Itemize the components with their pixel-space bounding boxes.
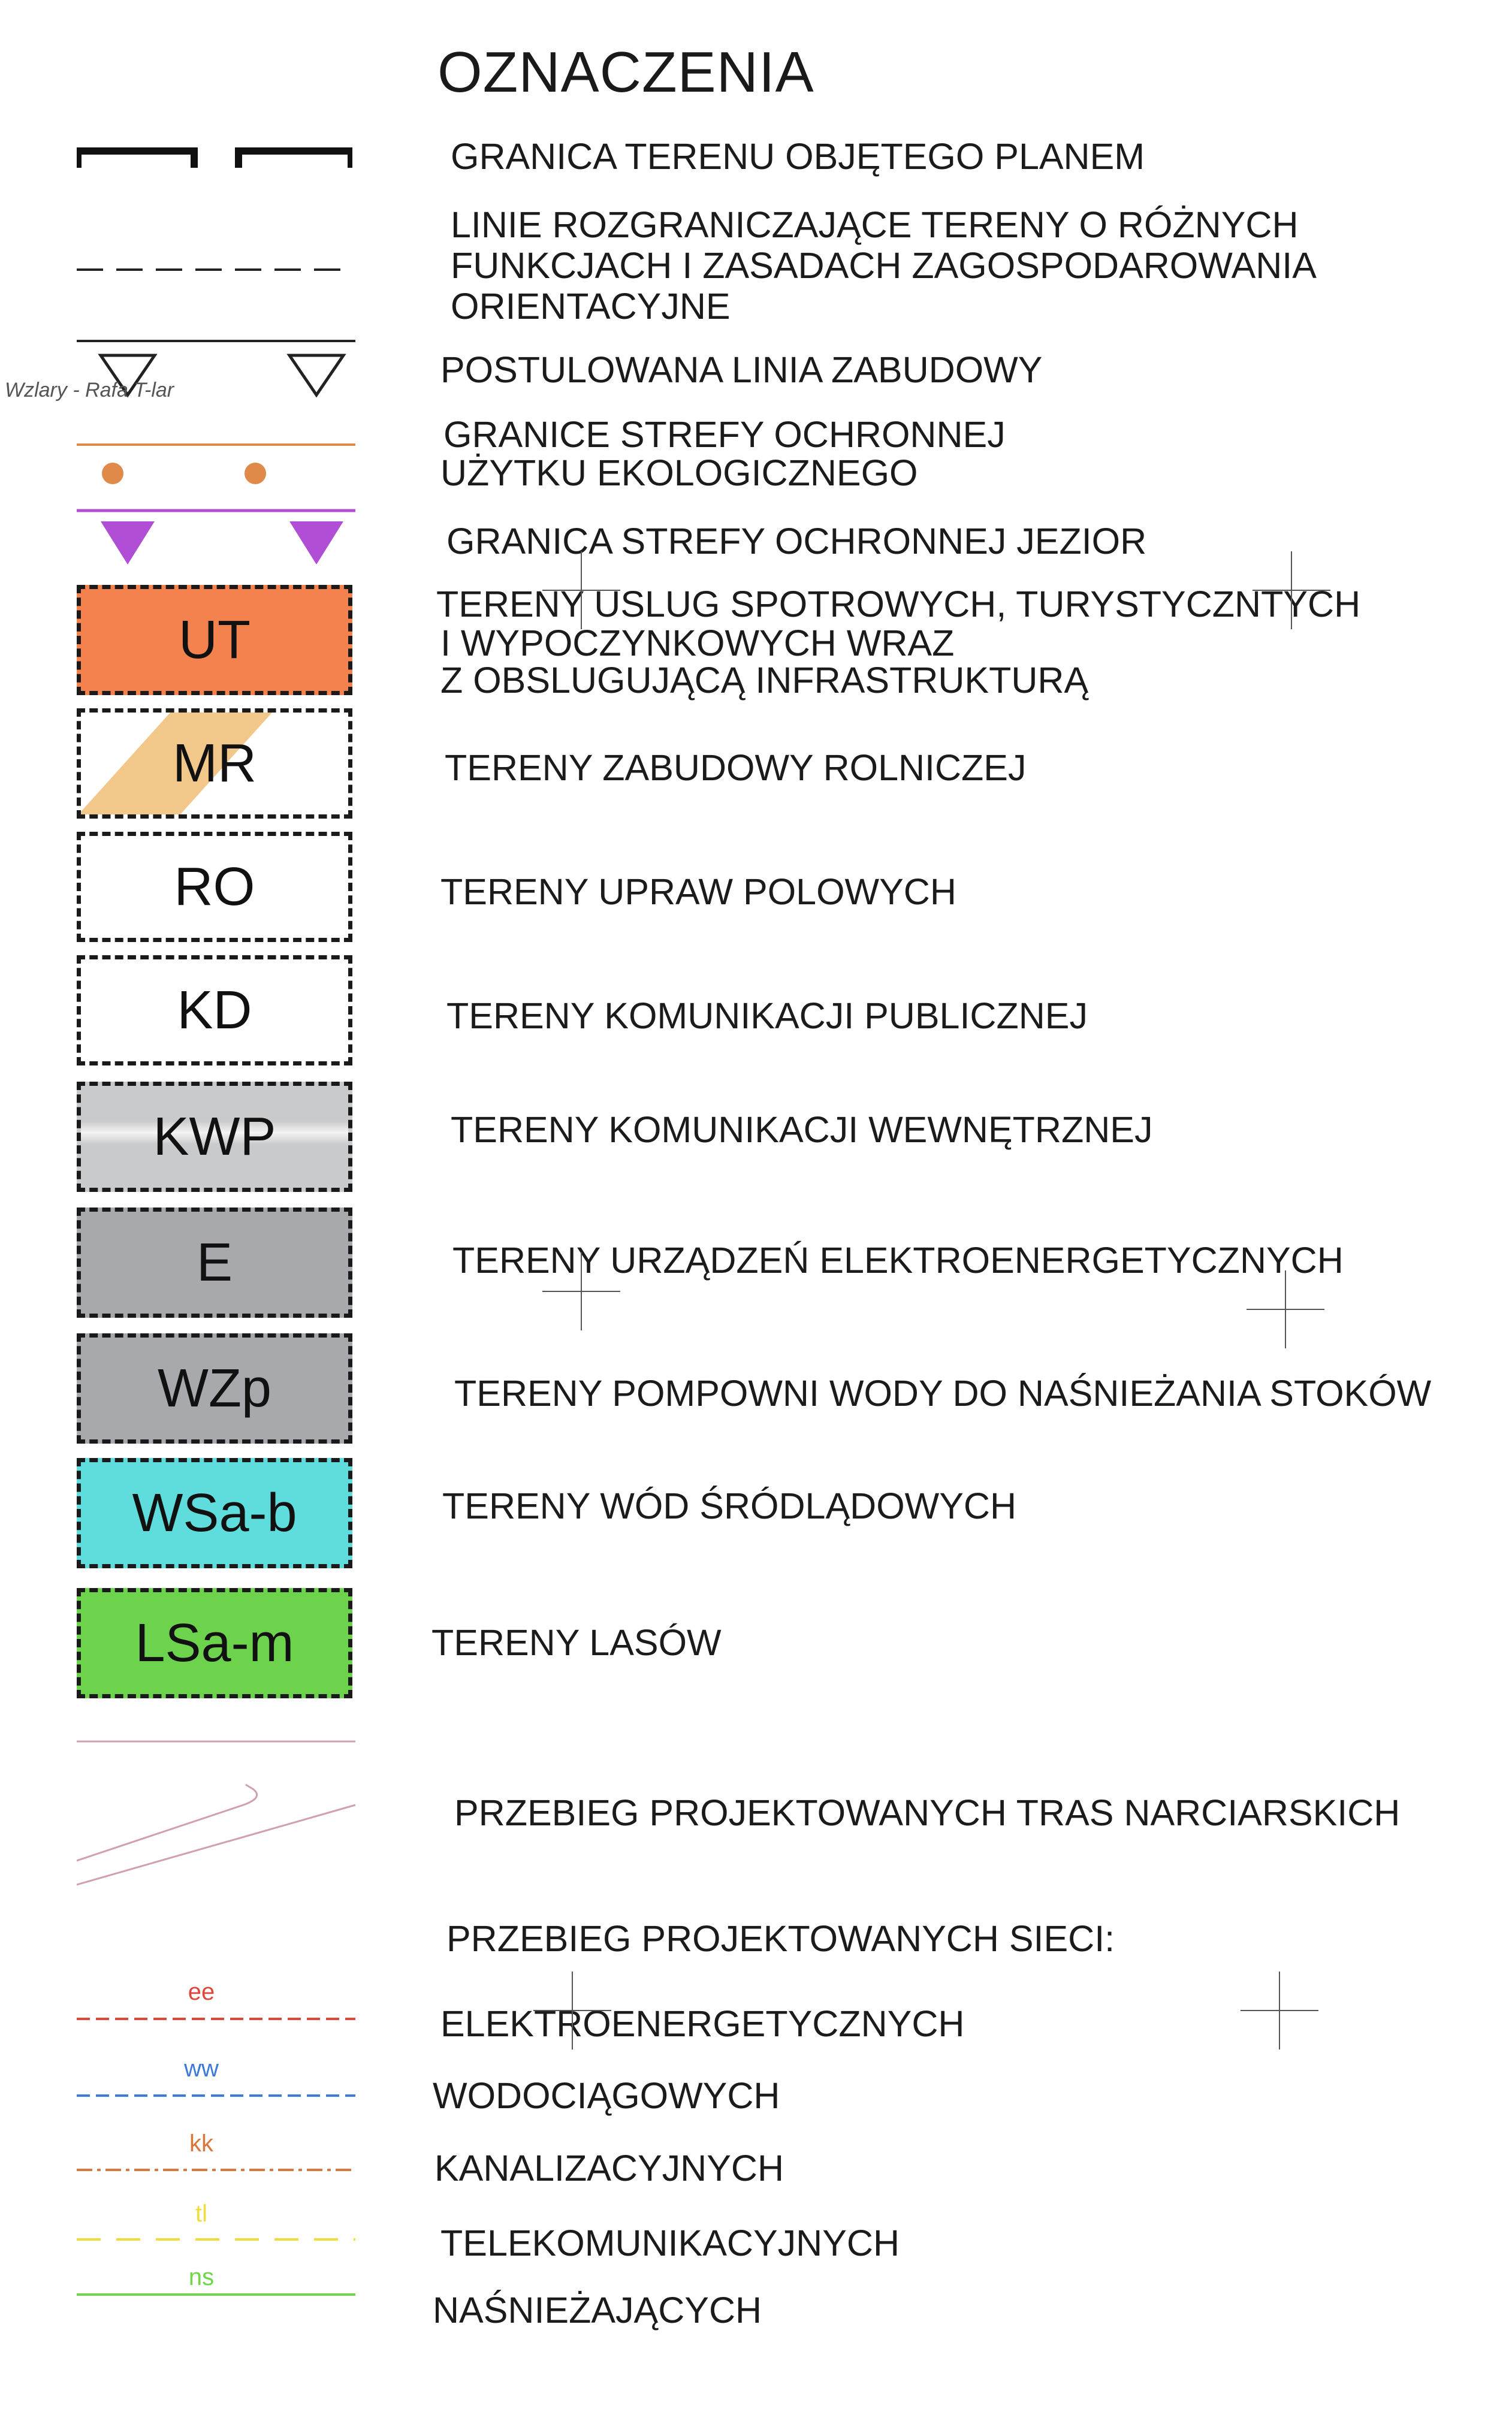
networks-heading: PRZEBIEG PROJEKTOWANYCH SIECI: (446, 1918, 1115, 1959)
network-line-ww (77, 2091, 355, 2099)
network-line-ee (77, 2015, 355, 2022)
zone-code-kd: KD (177, 980, 252, 1040)
zone-code-kwp: KWP (153, 1106, 276, 1167)
zone-label-ut-1: TERENY USLUG SPOTROWYCH, TURYSTYCZNTYCH (436, 584, 1361, 624)
zone-code-lsa-m: LSa-m (135, 1613, 294, 1673)
network-line-tl (77, 2235, 355, 2242)
zone-label-mr: TERENY ZABUDOWY ROLNICZEJ (445, 747, 1027, 788)
registration-mark (1247, 1270, 1324, 1351)
zone-box-lsa-m (77, 1588, 352, 1698)
zone-label-lsa-m: TERENY LASÓW (431, 1622, 722, 1663)
zone-box-kd (77, 955, 352, 1065)
ski-routes-symbol (77, 1738, 358, 1894)
registration-mark (542, 1252, 620, 1333)
network-label-ee: ELEKTROENERGETYCZNYCH (440, 2003, 965, 2044)
zone-box-ut (77, 585, 352, 695)
zone-code-mr: MR (173, 733, 256, 793)
ski-routes-label: PRZEBIEG PROJEKTOWANYCH TRAS NARCIARSKICH (454, 1792, 1401, 1833)
lake-zone-symbol (77, 505, 358, 570)
zone-code-e: E (196, 1232, 233, 1293)
handwritten-note: Wzlary - Rafa T-lar (5, 379, 174, 402)
legend-label-plan-boundary: GRANICA TERENU OBJĘTEGO PLANEM (451, 136, 1145, 177)
registration-mark (533, 1972, 611, 2052)
network-label-tl: TELEKOMUNIKACYJNYCH (440, 2223, 900, 2263)
zone-label-ut-3: Z OBSLUGUJĄCĄ INFRASTRUKTURĄ (440, 660, 1089, 701)
zone-code-wzp: WZp (158, 1358, 271, 1418)
legend-label-ecological-zone-1: GRANICE STREFY OCHRONNEJ (443, 414, 1006, 455)
network-label-ww: WODOCIĄGOWYCH (433, 2075, 780, 2116)
legend-label-lake-zone: GRANICA STREFY OCHRONNEJ JEZIOR (446, 521, 1147, 562)
network-code-ns: ns (188, 2264, 215, 2290)
zone-box-mr (77, 708, 352, 819)
network-code-ee: ee (188, 1979, 215, 2005)
zone-label-wzp: TERENY POMPOWNI WODY DO NAŚNIEŻANIA STOKÓW (454, 1373, 1432, 1414)
zone-label-e: TERENY URZĄDZEŃ ELEKTROENERGETYCZNYCH (452, 1240, 1344, 1281)
zone-box-wzp (77, 1333, 352, 1444)
legend-label-boundary-lines-2: FUNKCJACH I ZASADACH ZAGOSPODAROWANIA (451, 245, 1317, 286)
plan-boundary-symbol (77, 146, 352, 170)
ecological-zone-symbol (77, 437, 358, 491)
zone-label-kwp: TERENY KOMUNIKACJI WEWNĘTRZNEJ (451, 1109, 1153, 1150)
registration-mark (1253, 551, 1330, 632)
network-label-kk: KANALIZACYJNYCH (434, 2148, 784, 2188)
registration-mark (542, 551, 620, 632)
boundary-lines-symbol (77, 264, 352, 276)
legend-label-boundary-lines-3: ORIENTACYJNE (451, 286, 731, 327)
zone-code-ro: RO (174, 856, 255, 917)
zone-code-wsa-b: WSa-b (132, 1483, 297, 1543)
network-label-ns: NAŚNIEŻAJĄCYCH (433, 2290, 762, 2331)
zone-label-kd: TERENY KOMUNIKACJI PUBLICZNEJ (446, 995, 1088, 1036)
zone-box-ro (77, 832, 352, 942)
zone-box-wsa-b (77, 1458, 352, 1568)
zone-code-ut: UT (179, 609, 251, 670)
network-code-ww: ww (184, 2055, 219, 2082)
network-code-kk: kk (189, 2130, 213, 2157)
registration-mark (1241, 1972, 1318, 2052)
zone-label-ro: TERENY UPRAW POLOWYCH (440, 871, 956, 912)
network-code-tl: tl (195, 2200, 207, 2227)
zone-label-wsa-b: TERENY WÓD ŚRÓDLĄDOWYCH (442, 1486, 1017, 1526)
zone-box-e (77, 1208, 352, 1318)
zone-label-ut-2: I WYPOCZYNKOWYCH WRAZ (440, 623, 955, 663)
legend-label-building-line: POSTULOWANA LINIA ZABUDOWY (440, 349, 1043, 390)
legend-label-ecological-zone-2: UŻYTKU EKOLOGICZNEGO (440, 452, 918, 493)
legend-title: OZNACZENIA (437, 40, 814, 104)
network-line-ns (77, 2290, 355, 2298)
zone-box-kwp (77, 1082, 352, 1192)
network-line-kk (77, 2166, 355, 2173)
legend-label-boundary-lines-1: LINIE ROZGRANICZAJĄCE TERENY O RÓŻNYCH (451, 204, 1299, 245)
